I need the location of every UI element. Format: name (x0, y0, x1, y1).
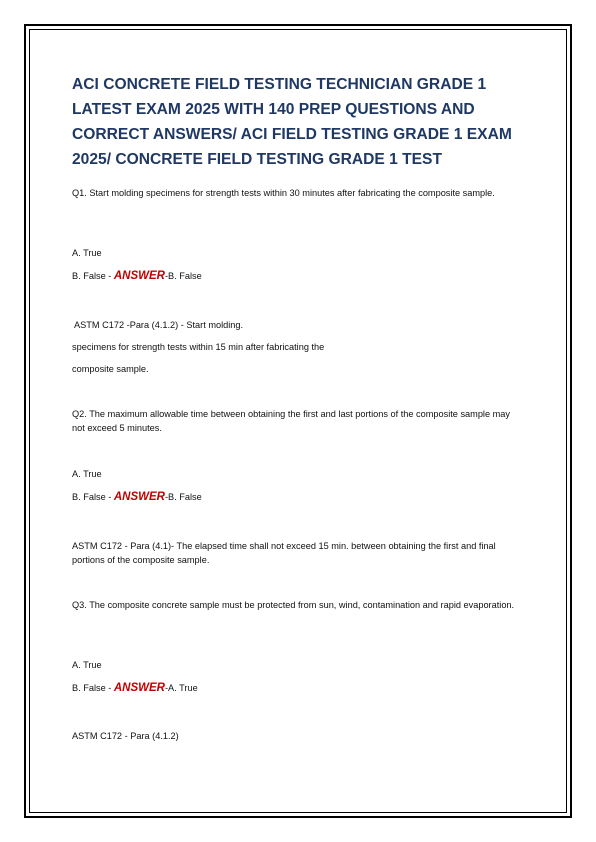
q1-answer-word: ANSWER (113, 270, 165, 282)
question-1 (72, 186, 522, 200)
q1-answer: -B. False (165, 271, 202, 281)
q3-option-b-label: B. False - (72, 683, 114, 693)
q2-ref: ASTM C172 - Para (4.1)- The elapsed time shall not exceed 15 min. between obtaining the first and final portions of the composite sample. (72, 541, 496, 565)
q1-ref-1-row (72, 318, 522, 332)
q2-option-a-row (72, 467, 522, 481)
q2-option-b-row (72, 490, 522, 504)
q2-answer: -B. False (165, 492, 202, 502)
q1-ref-2: specimens for strength tests within 15 min after fabricating the (72, 342, 325, 352)
q3-option-b (72, 681, 522, 695)
q3-option-a-row (72, 658, 522, 672)
q1-option-a-row (72, 246, 522, 260)
q2-option-b-label: B. False - (72, 492, 114, 502)
q1-option-a: A. True (72, 248, 102, 258)
document-body (72, 72, 522, 182)
q3-text: Q3. The composite concrete sample must be protected from sun, wind, contamination and rapid evaporation. (72, 600, 515, 610)
q1-text: Q1. Start molding specimens for strength tests within 30 minutes after fabricating the composite sample. (72, 188, 495, 198)
q1-option-b (72, 269, 522, 283)
q2-option-b (72, 490, 522, 504)
q2-ref-row (72, 539, 522, 567)
question-3 (72, 598, 522, 612)
q2-text: Q2. The maximum allowable time between obtaining the first and last portions of the composite sample may not exceed 5 minutes. (72, 409, 510, 433)
q3-option-a: A. True (72, 660, 102, 670)
document-title: ACI CONCRETE FIELD TESTING TECHNICIAN GRADE 1 LATEST EXAM 2025 WITH 140 PREP QUESTIONS AND CORRECT ANSWERS/ ACI FIELD TESTING GRADE 1 EXAM 2025/ CONCRETE FIELD TESTING GRADE 1 TEST (72, 76, 512, 168)
q3-ref-row (72, 729, 522, 743)
q3-answer-word: ANSWER (113, 682, 165, 694)
q3-option-b-row (72, 681, 522, 695)
q2-answer-word: ANSWER (113, 491, 165, 503)
q1-ref-1: ASTM C172 -Para (4.1.2) - Start molding. (72, 320, 244, 330)
q3-ref: ASTM C172 - Para (4.1.2) (72, 731, 179, 741)
question-2 (72, 407, 522, 435)
q1-option-b-label: B. False - (72, 271, 114, 281)
q1-ref-3: composite sample. (72, 364, 149, 374)
q1-option-b-row (72, 269, 522, 283)
q1-ref-2-row (72, 340, 522, 354)
q3-answer: -A. True (165, 683, 198, 693)
q1-ref-3-row (72, 362, 522, 376)
q2-option-a: A. True (72, 469, 102, 479)
